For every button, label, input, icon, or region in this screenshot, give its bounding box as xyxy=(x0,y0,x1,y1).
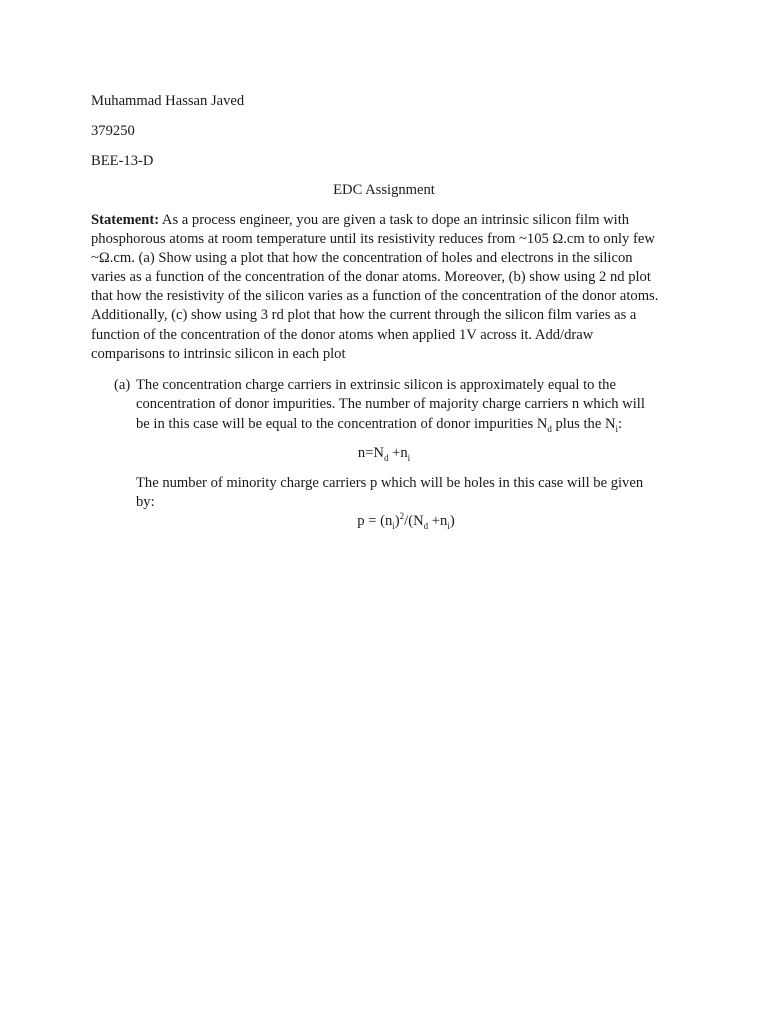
part-a-line: concentration of donor impurities. The number of majority charge carriers n which will xyxy=(136,396,645,413)
minority-carriers-paragraph xyxy=(136,474,696,512)
part-a-paragraph xyxy=(136,376,696,434)
registration-number: 379250 xyxy=(91,123,135,139)
minority-line: by: xyxy=(136,494,155,510)
statement-line: ~Ω.cm. (a) Show using a plot that how the concentration of holes and electrons in the silicon xyxy=(91,250,633,267)
equation-minority-carriers: $p = (n_i)^2/(N_d +n_i)$ xyxy=(357,511,455,531)
minority-line: The number of minority charge carriers p which will be holes in this case will be given xyxy=(136,475,644,491)
document-title: EDC Assignment xyxy=(333,182,435,198)
statement-line: function of the concentration of the donor atoms when applied 1V across it. Add/draw xyxy=(91,326,594,343)
statement-line: Statement: As a process engineer, you are given a task to dope an intrinsic silicon film with xyxy=(91,212,630,228)
class-section: BEE-13-D xyxy=(91,153,154,169)
statement-paragraph xyxy=(91,211,691,364)
part-a-line: The concentration charge carriers in extrinsic silicon is approximately equal to the xyxy=(136,377,616,393)
list-marker-a: (a) xyxy=(114,377,131,393)
part-a-line: be in this case will be equal to the concentration of donor impurities $N_d$ plus the $N_i$: xyxy=(136,415,623,434)
statement-label: Statement: xyxy=(91,212,160,228)
statement-line: that how the resistivity of the silicon varies as a function of the concentration of the donor atoms. xyxy=(91,288,659,305)
equation-majority-carriers: $n=N_d +n_i$ xyxy=(357,445,411,463)
author-name: Muhammad Hassan Javed xyxy=(91,93,245,109)
statement-line: phosphorous atoms at room temperature until its resistivity reduces from ~105 Ω.cm to only few xyxy=(91,231,655,248)
statement-line: varies as a function of the concentration of the donar atoms. Moreover, (b) show using 2 nd plot xyxy=(91,269,651,286)
statement-line: Additionally, (c) show using 3 rd plot that how the current through the silicon film varies as a xyxy=(91,307,637,324)
statement-line: comparisons to intrinsic silicon in each plot xyxy=(91,345,346,362)
